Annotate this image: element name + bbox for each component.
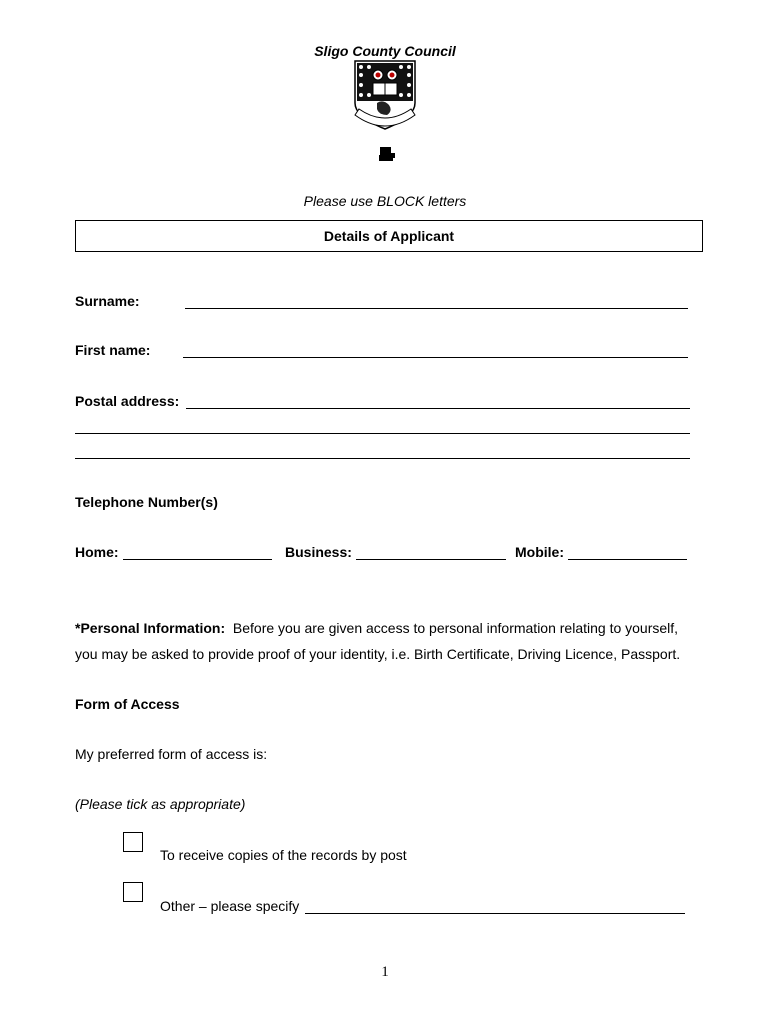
block-letters-instruction: Please use BLOCK letters xyxy=(303,193,467,209)
postal-address-field-line-2[interactable] xyxy=(75,433,690,434)
postal-address-label: Postal address: xyxy=(75,393,180,409)
business-phone-label: Business: xyxy=(285,544,352,560)
first-name-label: First name: xyxy=(75,342,151,358)
personal-info-text-2: you may be asked to provide proof of your identity, i.e. Birth Certificate, Driving Licence, Passport. xyxy=(75,646,681,662)
personal-info-text-1: Before you are given access to personal information relating to yourself, xyxy=(232,620,679,636)
postal-address-field-line-3[interactable] xyxy=(75,458,690,459)
hand-pointer-icon xyxy=(377,145,397,163)
tick-instruction: (Please tick as appropriate) xyxy=(75,796,246,812)
home-phone-label: Home: xyxy=(75,544,119,560)
surname-field[interactable] xyxy=(185,308,688,309)
other-access-checkbox[interactable] xyxy=(123,882,143,902)
preferred-access-text: My preferred form of access is: xyxy=(75,746,268,762)
post-copies-label: To receive copies of the records by post xyxy=(160,847,407,863)
telephone-heading: Telephone Number(s) xyxy=(75,494,218,510)
surname-label: Surname: xyxy=(75,293,140,309)
county-crest-logo xyxy=(349,59,421,135)
mobile-phone-field[interactable] xyxy=(568,559,687,560)
section-heading: Details of Applicant xyxy=(75,220,703,252)
other-access-label: Other – please specify xyxy=(160,898,300,914)
personal-info-paragraph xyxy=(75,620,678,636)
page-number: 1 xyxy=(381,964,389,980)
other-access-specify-field[interactable] xyxy=(305,913,685,914)
post-copies-checkbox[interactable] xyxy=(123,832,143,852)
postal-address-field-line-1[interactable] xyxy=(186,408,690,409)
personal-info-label: *Personal Information: xyxy=(75,620,226,636)
form-of-access-heading: Form of Access xyxy=(75,696,180,712)
business-phone-field[interactable] xyxy=(356,559,506,560)
page-title: Sligo County Council xyxy=(314,43,456,59)
home-phone-field[interactable] xyxy=(123,559,272,560)
mobile-phone-label: Mobile: xyxy=(515,544,564,560)
first-name-field[interactable] xyxy=(183,357,688,358)
